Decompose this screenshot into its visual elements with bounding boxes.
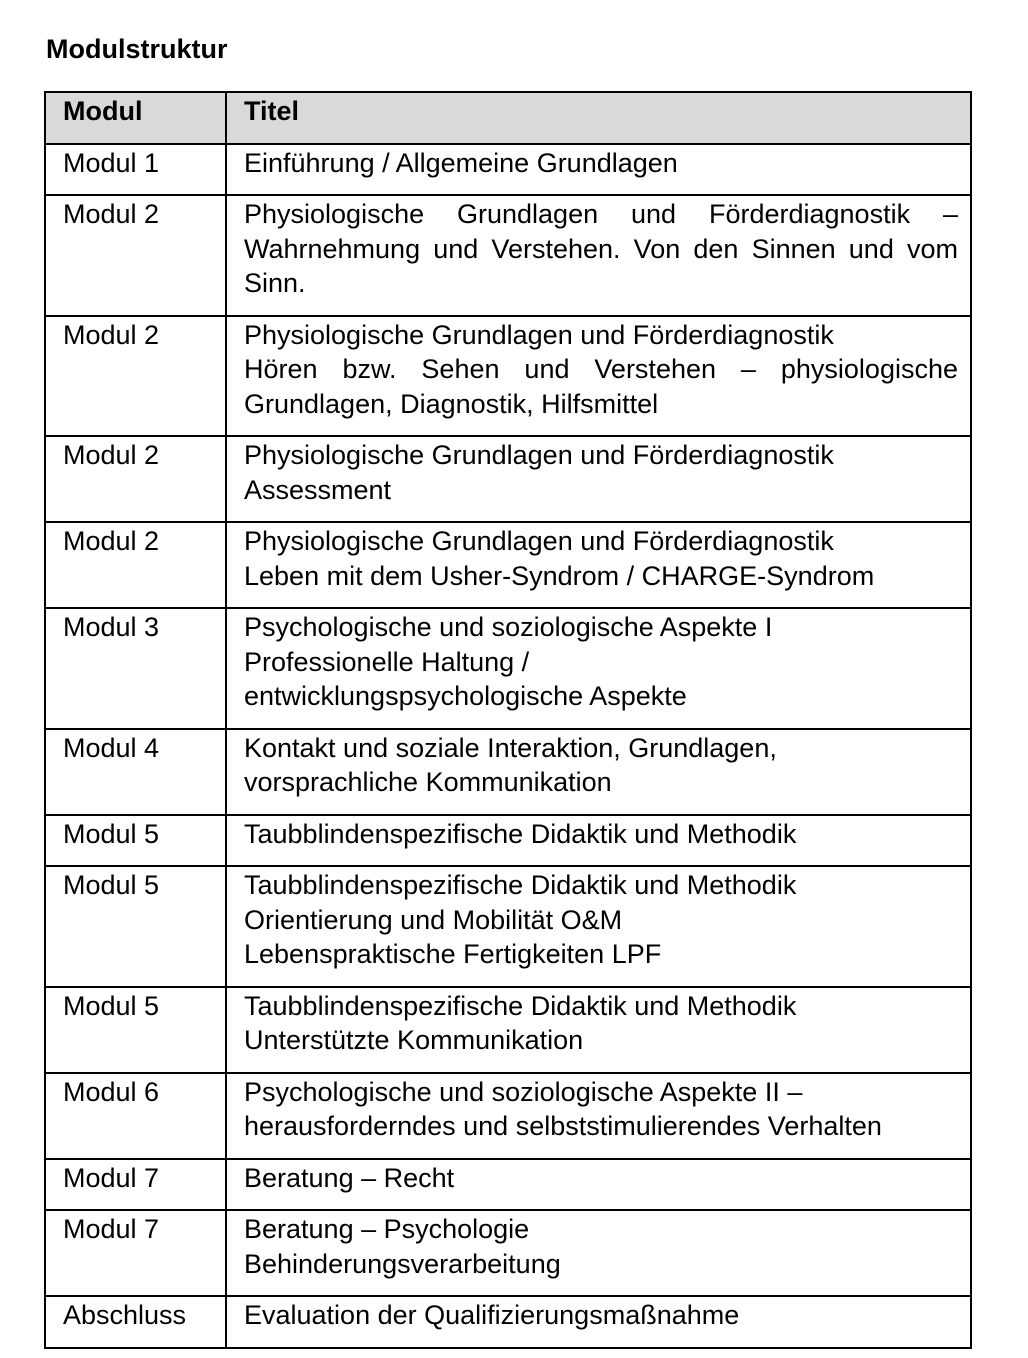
table-row: [45, 522, 971, 608]
titel-line: Physiologische Grundlagen und Förderdiagnostik: [244, 319, 834, 350]
titel-line: Beratung – Recht: [244, 1162, 455, 1193]
table-row: [45, 866, 971, 987]
titel-line: Assessment: [244, 474, 392, 505]
titel-cell: [226, 815, 971, 867]
titel-line: Unterstützte Kommunikation: [244, 1025, 584, 1055]
table-row: [45, 144, 971, 196]
table-row: [45, 1159, 971, 1211]
modul-cell: Modul 7: [45, 1159, 226, 1211]
modul-cell: Modul 4: [45, 729, 226, 815]
table-row: [45, 316, 971, 437]
modul-cell: Abschluss: [45, 1296, 226, 1348]
table-header: [45, 92, 971, 144]
titel-line: Leben mit dem Usher-Syndrom / CHARGE-Syndrom: [244, 560, 875, 591]
table-row: [45, 815, 971, 867]
table-row: [45, 1296, 971, 1348]
table-row: [45, 1210, 971, 1296]
titel-line: Sinn.: [244, 268, 306, 298]
modul-cell: Modul 2: [45, 436, 226, 522]
titel-line: Psychologische und soziologische Aspekte I: [244, 612, 773, 642]
titel-cell: [226, 436, 971, 522]
titel-line: Hören bzw. Sehen und Verstehen – physiologische: [244, 354, 958, 384]
modul-cell: Modul 3: [45, 608, 226, 729]
titel-line: Orientierung und Mobilität O&M: [244, 904, 623, 935]
header-titel: Titel: [226, 92, 971, 144]
titel-cell: [226, 1296, 971, 1348]
module-table: [44, 91, 972, 1349]
titel-line: Kontakt und soziale Interaktion, Grundlagen,: [244, 732, 777, 763]
titel-line: Physiologische Grundlagen und Förderdiagnostik –: [244, 199, 958, 229]
section-heading: Modulstruktur: [46, 34, 228, 64]
titel-cell: [226, 1073, 971, 1159]
titel-line: entwicklungspsychologische Aspekte: [244, 681, 687, 711]
titel-cell: [226, 1159, 971, 1211]
table-body: [45, 144, 971, 1348]
titel-line: Taubblindenspezifische Didaktik und Methodik: [244, 818, 797, 849]
modul-cell: Modul 7: [45, 1210, 226, 1296]
table-row: [45, 195, 971, 316]
titel-line: Beratung – Psychologie: [244, 1214, 530, 1244]
titel-line: Taubblindenspezifische Didaktik und Methodik: [244, 870, 797, 900]
titel-line: herausforderndes und selbststimulierendes Verhalten: [244, 1111, 882, 1141]
table-row: [45, 1073, 971, 1159]
modul-cell: Modul 2: [45, 522, 226, 608]
modul-cell: Modul 5: [45, 866, 226, 987]
modul-cell: Modul 1: [45, 144, 226, 196]
modul-cell: Modul 6: [45, 1073, 226, 1159]
titel-cell: [226, 316, 971, 437]
titel-line: Evaluation der Qualifizierungsmaßnahme: [244, 1300, 740, 1330]
titel-line: Grundlagen, Diagnostik, Hilfsmittel: [244, 388, 659, 419]
titel-line: Physiologische Grundlagen und Förderdiagnostik: [244, 440, 834, 470]
table-row: [45, 608, 971, 729]
titel-cell: [226, 866, 971, 987]
titel-line: vorsprachliche Kommunikation: [244, 767, 612, 797]
modul-cell: Modul 5: [45, 987, 226, 1073]
modul-cell: Modul 5: [45, 815, 226, 867]
titel-cell: [226, 522, 971, 608]
modul-cell: Modul 2: [45, 195, 226, 316]
titel-line: Psychologische und soziologische Aspekte II –: [244, 1076, 803, 1107]
titel-cell: [226, 195, 971, 316]
titel-line: Taubblindenspezifische Didaktik und Methodik: [244, 990, 797, 1021]
table-row: [45, 436, 971, 522]
titel-line: Physiologische Grundlagen und Förderdiagnostik: [244, 526, 834, 556]
header-row: [45, 92, 971, 144]
modul-cell: Modul 2: [45, 316, 226, 437]
titel-cell: [226, 987, 971, 1073]
table-row: [45, 729, 971, 815]
table-row: [45, 987, 971, 1073]
titel-cell: [226, 729, 971, 815]
titel-line: Wahrnehmung und Verstehen. Von den Sinnen und vom: [244, 233, 958, 264]
titel-cell: [226, 608, 971, 729]
titel-cell: [226, 144, 971, 196]
titel-line: Behinderungsverarbeitung: [244, 1248, 561, 1279]
header-modul: Modul: [45, 92, 226, 144]
titel-line: Einführung / Allgemeine Grundlagen: [244, 147, 678, 178]
titel-line: Professionelle Haltung /: [244, 646, 530, 677]
titel-line: Lebenspraktische Fertigkeiten LPF: [244, 939, 662, 969]
titel-cell: [226, 1210, 971, 1296]
